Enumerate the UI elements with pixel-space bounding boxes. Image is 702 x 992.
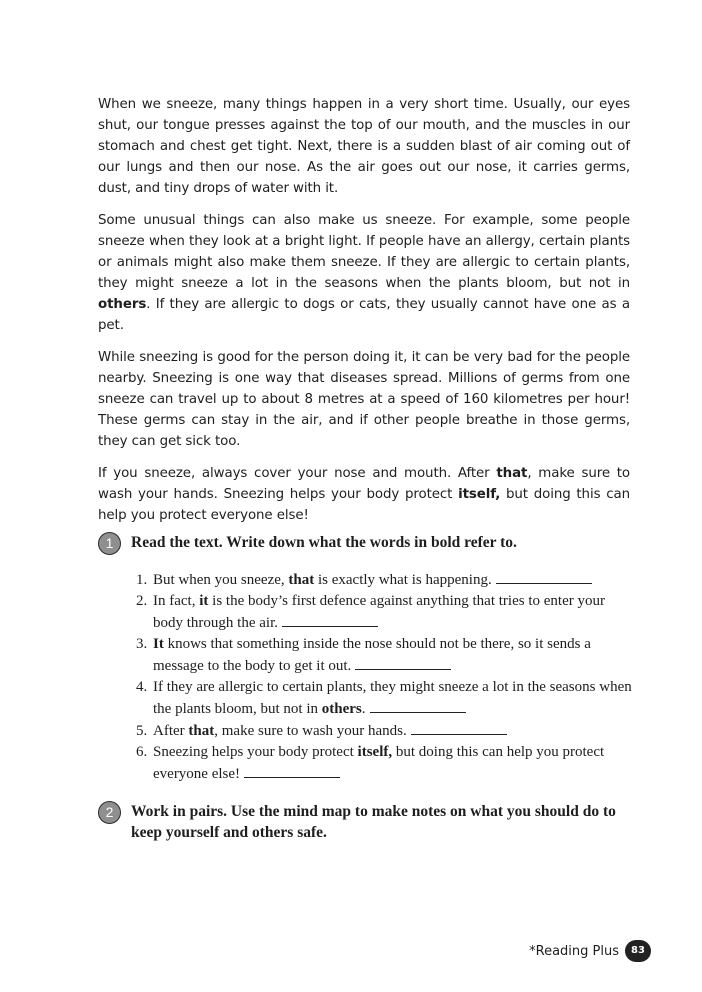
answer-blank[interactable] [370, 698, 466, 713]
question-text-run: If they are allergic to certain plants, they might sneeze a lot in the seasons when the plants bloom, but not in [153, 679, 632, 717]
footer-label: *Reading Plus [529, 943, 619, 959]
answer-blank[interactable] [282, 612, 378, 627]
bold-reference-word: it [199, 593, 209, 609]
bold-reference-word: that [496, 466, 528, 481]
task-instruction: Work in pairs. Use the mind map to make notes on what you should do to keep yourself and others safe. [131, 803, 616, 841]
answer-blank[interactable] [244, 763, 340, 778]
question-text [153, 593, 605, 631]
task-header [98, 801, 638, 843]
question-text [153, 572, 492, 588]
task-instruction: Read the text. Write down what the words in bold refer to. [131, 534, 517, 551]
question-list [98, 569, 638, 785]
bold-reference-word: that [188, 723, 215, 739]
page-number: 83 [625, 940, 651, 962]
question-text-run: Sneezing helps your body protect [153, 744, 358, 760]
bold-reference-word: itself, [357, 744, 393, 760]
bold-reference-word: itself, [458, 487, 501, 502]
reading-text [98, 94, 630, 537]
question-text-run: , make sure to wash your hands. [214, 723, 407, 739]
bold-reference-word: others [98, 297, 147, 312]
question-text-run: After [153, 723, 189, 739]
question-item [151, 742, 638, 785]
task-2 [98, 801, 638, 843]
question-item [151, 569, 638, 591]
page-footer [529, 940, 651, 962]
answer-blank[interactable] [411, 720, 507, 735]
answer-blank[interactable] [496, 569, 592, 584]
question-text-run: knows that something inside the nose should not be there, so it sends a message to the body to get it out. [153, 636, 591, 674]
bold-reference-word: that [288, 572, 315, 588]
paragraph [98, 347, 630, 452]
question-text-run: In fact, [153, 593, 200, 609]
task-header [98, 532, 638, 555]
question-text-run: . [361, 701, 366, 717]
paragraph-text: . If they are allergic to dogs or cats, they usually cannot have one as a pet. [98, 297, 630, 333]
bold-reference-word: It [153, 636, 164, 652]
question-text-run: is exactly what is happening. [314, 572, 492, 588]
question-text-run: but doing this can help you protect everyone else! [153, 744, 605, 782]
task-number-badge: 2 [98, 801, 121, 824]
question-text-run: is the body’s first defence against anything that tries to enter your body through the air. [153, 593, 605, 631]
question-text [153, 723, 407, 739]
answer-blank[interactable] [355, 655, 451, 670]
paragraph-text: but doing this can help you protect everyone else! [98, 487, 630, 523]
question-item [151, 634, 638, 677]
paragraph-text: When we sneeze, many things happen in a very short time. Usually, our eyes shut, our tongue presses against the top of our mouth, and the muscles in our stomach and chest get tight. Next, there is a sudden blast of air coming out of our lungs and then our nose. As the air goes out our nose, it carries germs, dust, and tiny drops of water with it. [98, 97, 630, 196]
question-text [153, 744, 604, 782]
paragraph-text: If you sneeze, always cover your nose and mouth. After [98, 466, 497, 481]
question-text-run: But when you sneeze, [153, 572, 289, 588]
paragraph [98, 210, 630, 336]
task-1 [98, 532, 638, 785]
task-number-badge: 1 [98, 532, 121, 555]
paragraph-text: , make sure to wash your hands. Sneezing helps your body protect [98, 466, 630, 502]
paragraph [98, 94, 630, 199]
question-item [151, 720, 638, 742]
paragraph-text: While sneezing is good for the person doing it, it can be very bad for the people nearby. Sneezing is one way that diseases spread. Millions of germs from one sneeze can travel up to about 8 metres at a speed of 160 kilometres per hour! These germs can stay in the air, and if other people breathe in those germs, they can get sick too. [98, 350, 630, 449]
question-item [151, 591, 638, 634]
paragraph [98, 463, 630, 526]
paragraph-text: Some unusual things can also make us sneeze. For example, some people sneeze when they look at a bright light. If people have an allergy, certain plants or animals might also make them sneeze. If they are allergic to certain plants, they might sneeze a lot in the seasons when the plants bloom, but not in [98, 213, 630, 291]
question-item [151, 677, 638, 720]
bold-reference-word: others [321, 701, 362, 717]
